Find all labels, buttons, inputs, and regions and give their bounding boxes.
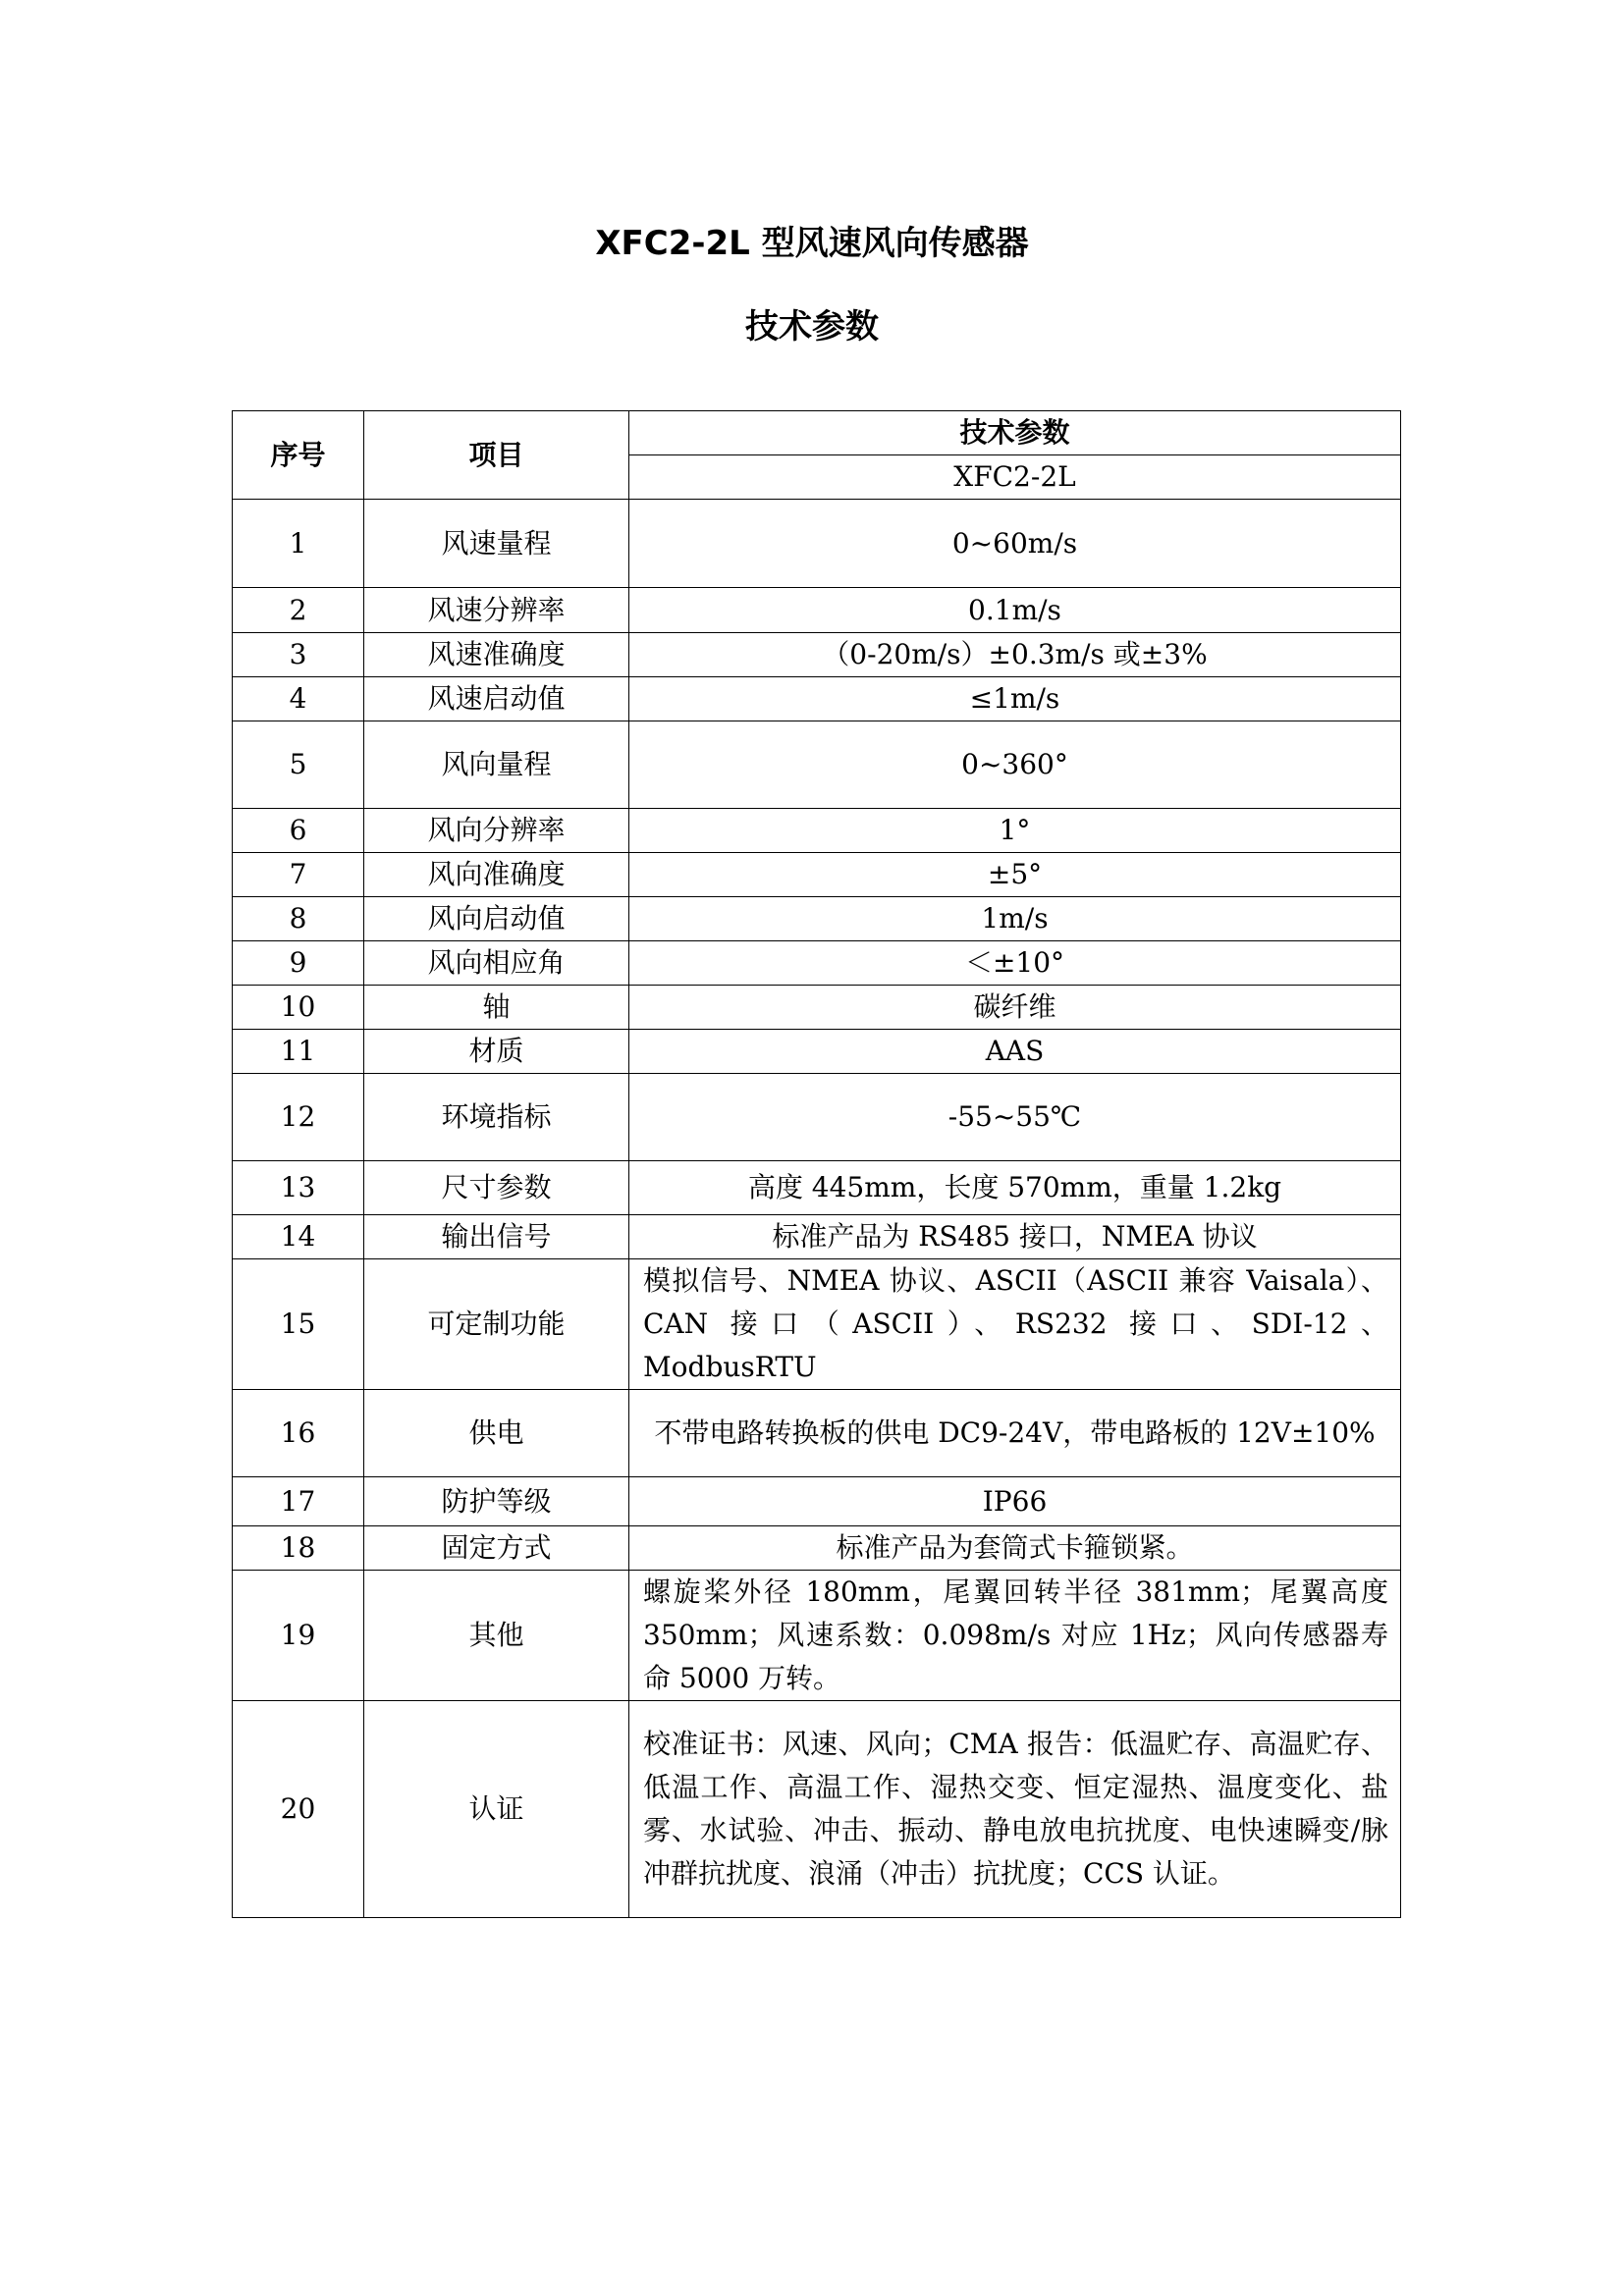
row-value: 1m/s	[629, 897, 1401, 941]
row-value: 0.1m/s	[629, 588, 1401, 633]
row-item: 风速准确度	[364, 633, 629, 677]
row-item: 材质	[364, 1030, 629, 1074]
table-row	[233, 1390, 1401, 1477]
row-number: 11	[233, 1030, 364, 1074]
table-row	[233, 500, 1401, 588]
row-item: 风向相应角	[364, 941, 629, 986]
row-number: 10	[233, 986, 364, 1030]
table-row	[233, 941, 1401, 986]
row-value: 高度 445mm，长度 570mm，重量 1.2kg	[629, 1161, 1401, 1215]
row-item: 其他	[364, 1571, 629, 1701]
table-row	[233, 677, 1401, 721]
table-row	[233, 853, 1401, 897]
row-item: 风速分辨率	[364, 588, 629, 633]
row-number: 6	[233, 809, 364, 853]
table-row	[233, 897, 1401, 941]
header-item: 项目	[364, 411, 629, 500]
row-value: 0~60m/s	[629, 500, 1401, 588]
row-value: 标准产品为套筒式卡箍锁紧。	[629, 1526, 1401, 1571]
table-row	[233, 1215, 1401, 1259]
row-value: AAS	[629, 1030, 1401, 1074]
row-value: ＜±10°	[629, 941, 1401, 986]
row-number: 14	[233, 1215, 364, 1259]
table-row	[233, 1571, 1401, 1701]
table-row	[233, 1259, 1401, 1390]
row-value: IP66	[629, 1477, 1401, 1526]
table-row	[233, 1477, 1401, 1526]
row-value: 不带电路转换板的供电 DC9-24V，带电路板的 12V±10%	[629, 1390, 1401, 1477]
row-number: 17	[233, 1477, 364, 1526]
row-number: 5	[233, 721, 364, 809]
row-item: 风向分辨率	[364, 809, 629, 853]
row-value: 螺旋桨外径 180mm，尾翼回转半径 381mm；尾翼高度 350mm；风速系数：0.098m/s 对应 1Hz；风向传感器寿命 5000 万转。	[629, 1571, 1401, 1701]
header-index: 序号	[233, 411, 364, 500]
row-item: 输出信号	[364, 1215, 629, 1259]
header-model: XFC2-2L	[629, 455, 1401, 500]
row-item: 风速启动值	[364, 677, 629, 721]
table-row	[233, 1074, 1401, 1161]
row-number: 2	[233, 588, 364, 633]
spec-table	[232, 410, 1401, 1918]
document-subtitle: 技术参数	[745, 307, 879, 347]
row-value: ±5°	[629, 853, 1401, 897]
row-value: ≤1m/s	[629, 677, 1401, 721]
row-item: 轴	[364, 986, 629, 1030]
row-value: （0-20m/s）±0.3m/s 或±3%	[629, 633, 1401, 677]
row-number: 9	[233, 941, 364, 986]
row-value: 校准证书：风速、风向；CMA 报告：低温贮存、高温贮存、低温工作、高温工作、湿热交变、恒定湿热、温度变化、盐雾、水试验、冲击、振动、静电放电抗扰度、电快速瞬变/脉冲群抗扰度、浪涌（冲击）抗扰度；CCS 认证。	[629, 1701, 1401, 1918]
row-number: 13	[233, 1161, 364, 1215]
row-number: 20	[233, 1701, 364, 1918]
row-value: 0~360°	[629, 721, 1401, 809]
row-item: 防护等级	[364, 1477, 629, 1526]
row-value: 模拟信号、NMEA 协议、ASCII（ASCII 兼容 Vaisala）、CAN 接口（ASCII）、RS232 接口、SDI-12、ModbusRTU	[629, 1259, 1401, 1390]
header-spec: 技术参数	[629, 411, 1401, 455]
table-row	[233, 809, 1401, 853]
row-item: 固定方式	[364, 1526, 629, 1571]
row-number: 19	[233, 1571, 364, 1701]
row-item: 风向准确度	[364, 853, 629, 897]
document-title: XFC2-2L 型风速风向传感器	[595, 224, 1029, 263]
table-row	[233, 986, 1401, 1030]
row-item: 环境指标	[364, 1074, 629, 1161]
row-number: 12	[233, 1074, 364, 1161]
row-value: 标准产品为 RS485 接口，NMEA 协议	[629, 1215, 1401, 1259]
table-row	[233, 1030, 1401, 1074]
row-number: 3	[233, 633, 364, 677]
row-number: 4	[233, 677, 364, 721]
row-number: 8	[233, 897, 364, 941]
row-number: 7	[233, 853, 364, 897]
row-item: 供电	[364, 1390, 629, 1477]
row-value: 碳纤维	[629, 986, 1401, 1030]
row-item: 认证	[364, 1701, 629, 1918]
row-item: 尺寸参数	[364, 1161, 629, 1215]
table-row	[233, 588, 1401, 633]
table-row	[233, 1161, 1401, 1215]
row-item: 风速量程	[364, 500, 629, 588]
row-item: 风向量程	[364, 721, 629, 809]
row-item: 风向启动值	[364, 897, 629, 941]
row-number: 18	[233, 1526, 364, 1571]
row-value: 1°	[629, 809, 1401, 853]
row-item: 可定制功能	[364, 1259, 629, 1390]
row-number: 1	[233, 500, 364, 588]
table-row	[233, 633, 1401, 677]
table-row	[233, 1701, 1401, 1918]
row-number: 16	[233, 1390, 364, 1477]
table-row	[233, 721, 1401, 809]
row-number: 15	[233, 1259, 364, 1390]
row-value: -55~55℃	[629, 1074, 1401, 1161]
table-row	[233, 1526, 1401, 1571]
